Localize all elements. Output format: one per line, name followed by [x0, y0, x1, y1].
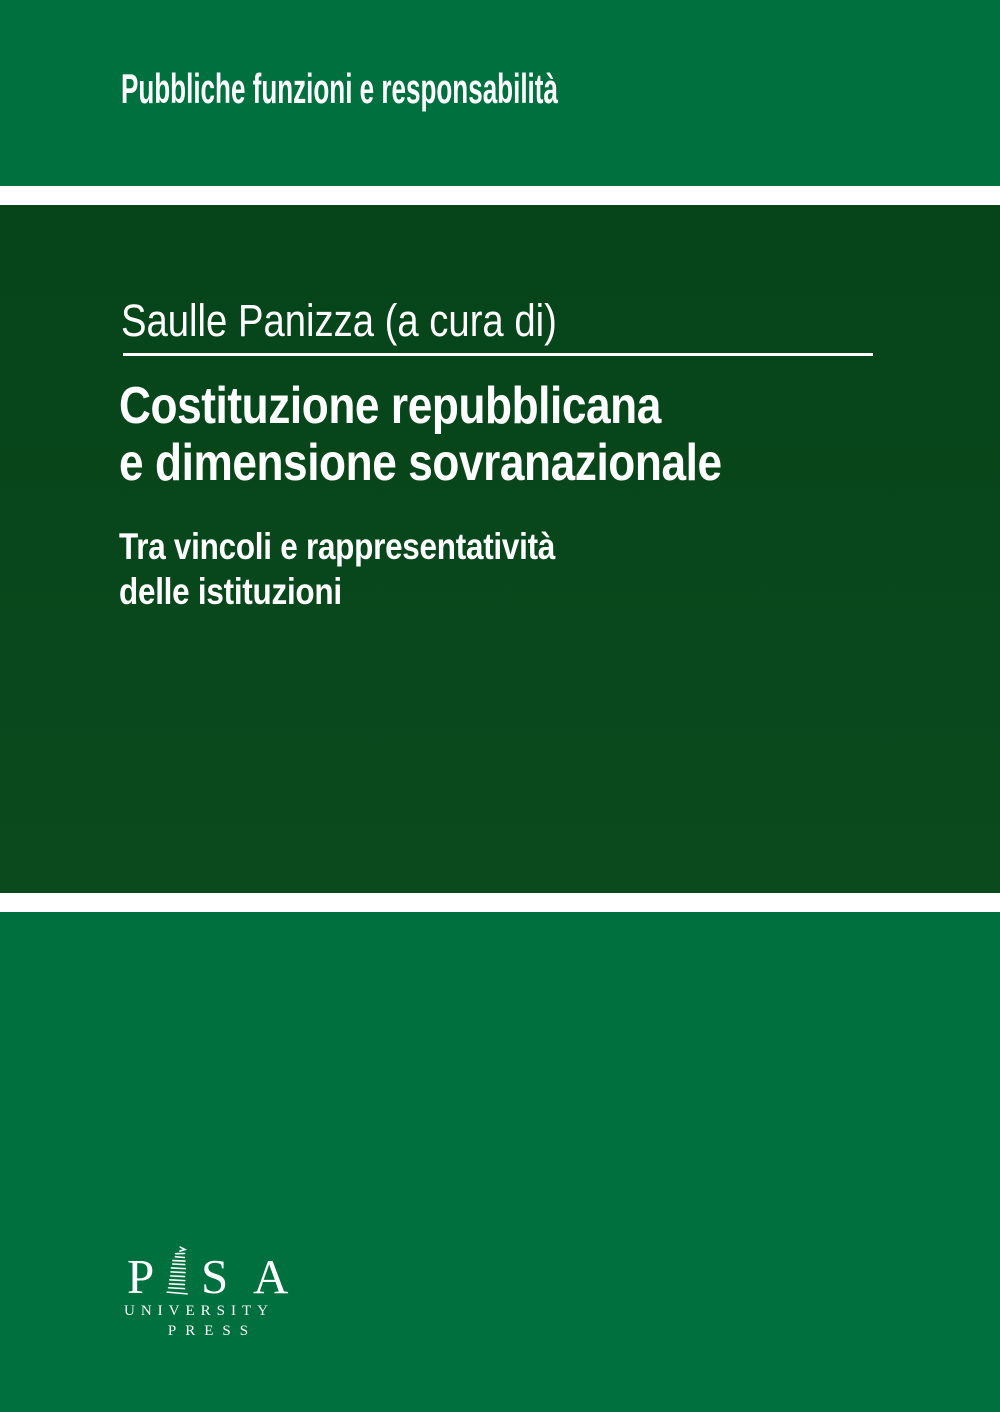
pisa-letter-a: A	[253, 1249, 289, 1304]
series-band	[0, 0, 1000, 186]
series-title	[121, 64, 826, 114]
publisher-logo	[124, 1248, 289, 1344]
author-underline	[123, 353, 873, 356]
book-title	[119, 378, 828, 492]
book-subtitle-line-1: Tra vincoli e rappresentatività	[119, 526, 556, 567]
book-title-line-1: Costituzione repubblicana	[119, 377, 661, 435]
book-subtitle-line-2: delle istituzioni	[119, 571, 342, 612]
publisher-wordmark	[127, 1249, 289, 1304]
pisa-letter-s: S	[201, 1249, 229, 1304]
author-name	[121, 296, 634, 346]
series-title-text: Pubbliche funzioni e responsabilità	[121, 65, 558, 112]
title-panel	[0, 205, 1000, 893]
book-title-line-2: e dimensione sovranazionale	[119, 434, 722, 492]
publisher-band	[0, 912, 1000, 1412]
pisa-leaning-tower-icon	[164, 1245, 190, 1301]
pisa-letter-p: P	[127, 1249, 155, 1304]
publisher-press-label: PRESS	[167, 1323, 258, 1339]
book-subtitle	[119, 524, 632, 614]
author-name-text: Saulle Panizza (a cura di)	[121, 295, 557, 346]
publisher-university-label: UNIVERSITY	[124, 1303, 274, 1319]
divider-stripe-bottom	[0, 893, 1000, 912]
divider-stripe-top	[0, 186, 1000, 205]
